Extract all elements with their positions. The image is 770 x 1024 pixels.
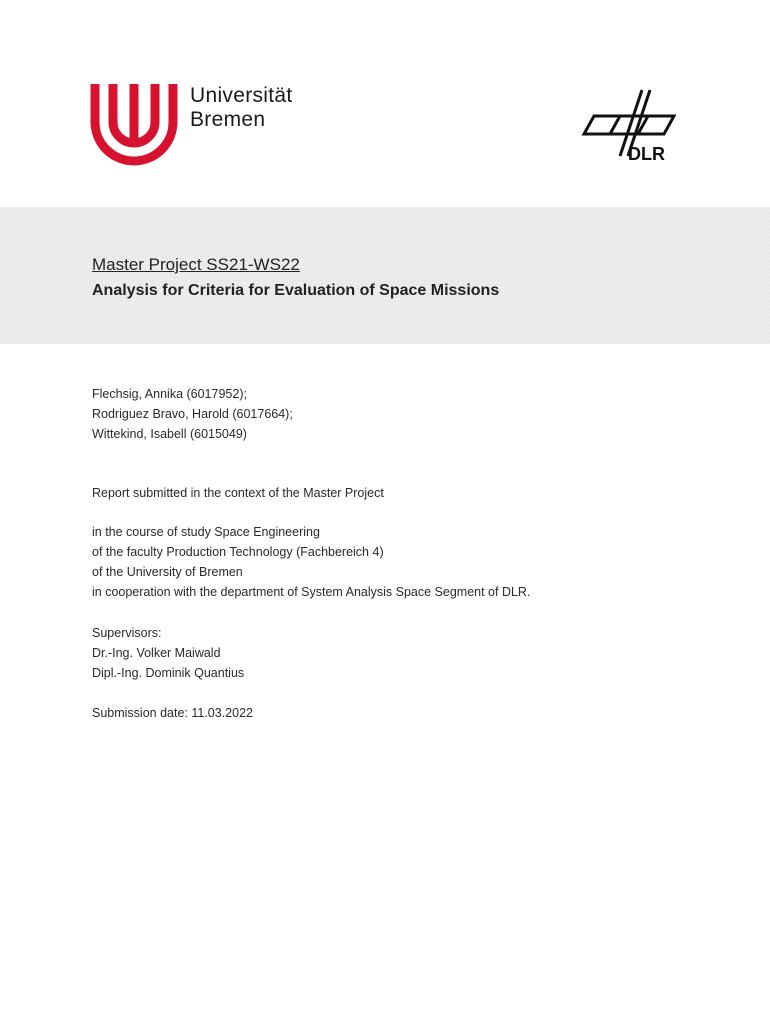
course-line: of the University of Bremen: [92, 565, 243, 579]
dlr-wordmark: DLR: [628, 144, 665, 164]
university-name-line1: Universität: [190, 84, 293, 107]
university-bremen-logo: [90, 84, 330, 168]
course-line: in cooperation with the department of System Analysis Space Segment of DLR.: [92, 585, 531, 599]
dlr-logo: [580, 88, 680, 166]
project-name: Master Project SS21-WS22: [92, 255, 300, 274]
university-u-logo-icon: [90, 84, 180, 166]
course-info: [92, 522, 530, 602]
supervisors-heading: Supervisors:: [92, 626, 162, 640]
author-line: Rodriguez Bravo, Harold (6017664);: [92, 407, 293, 421]
university-name: [190, 84, 293, 132]
university-name-line2: Bremen: [190, 108, 266, 131]
submission-date-line: Submission date: 11.03.2022: [92, 706, 253, 720]
author-line: Flechsig, Annika (6017952);: [92, 387, 247, 401]
report-context-line: Report submitted in the context of the Master Project: [92, 486, 384, 500]
supervisor-name: Dr.-Ing. Volker Maiwald: [92, 646, 221, 660]
report-title: Analysis for Criteria for Evaluation of Space Missions: [92, 282, 500, 299]
author-line: Wittekind, Isabell (6015049): [92, 427, 247, 441]
course-line: of the faculty Production Technology (Fachbereich 4): [92, 545, 384, 559]
supervisor-name: Dipl.-Ing. Dominik Quantius: [92, 666, 245, 680]
course-line: in the course of study Space Engineering: [92, 525, 320, 539]
submission-date: [92, 703, 253, 723]
supervisors-block: [92, 623, 244, 683]
report-context: [92, 483, 384, 503]
author-list: [92, 384, 293, 444]
title-band: [0, 207, 770, 344]
